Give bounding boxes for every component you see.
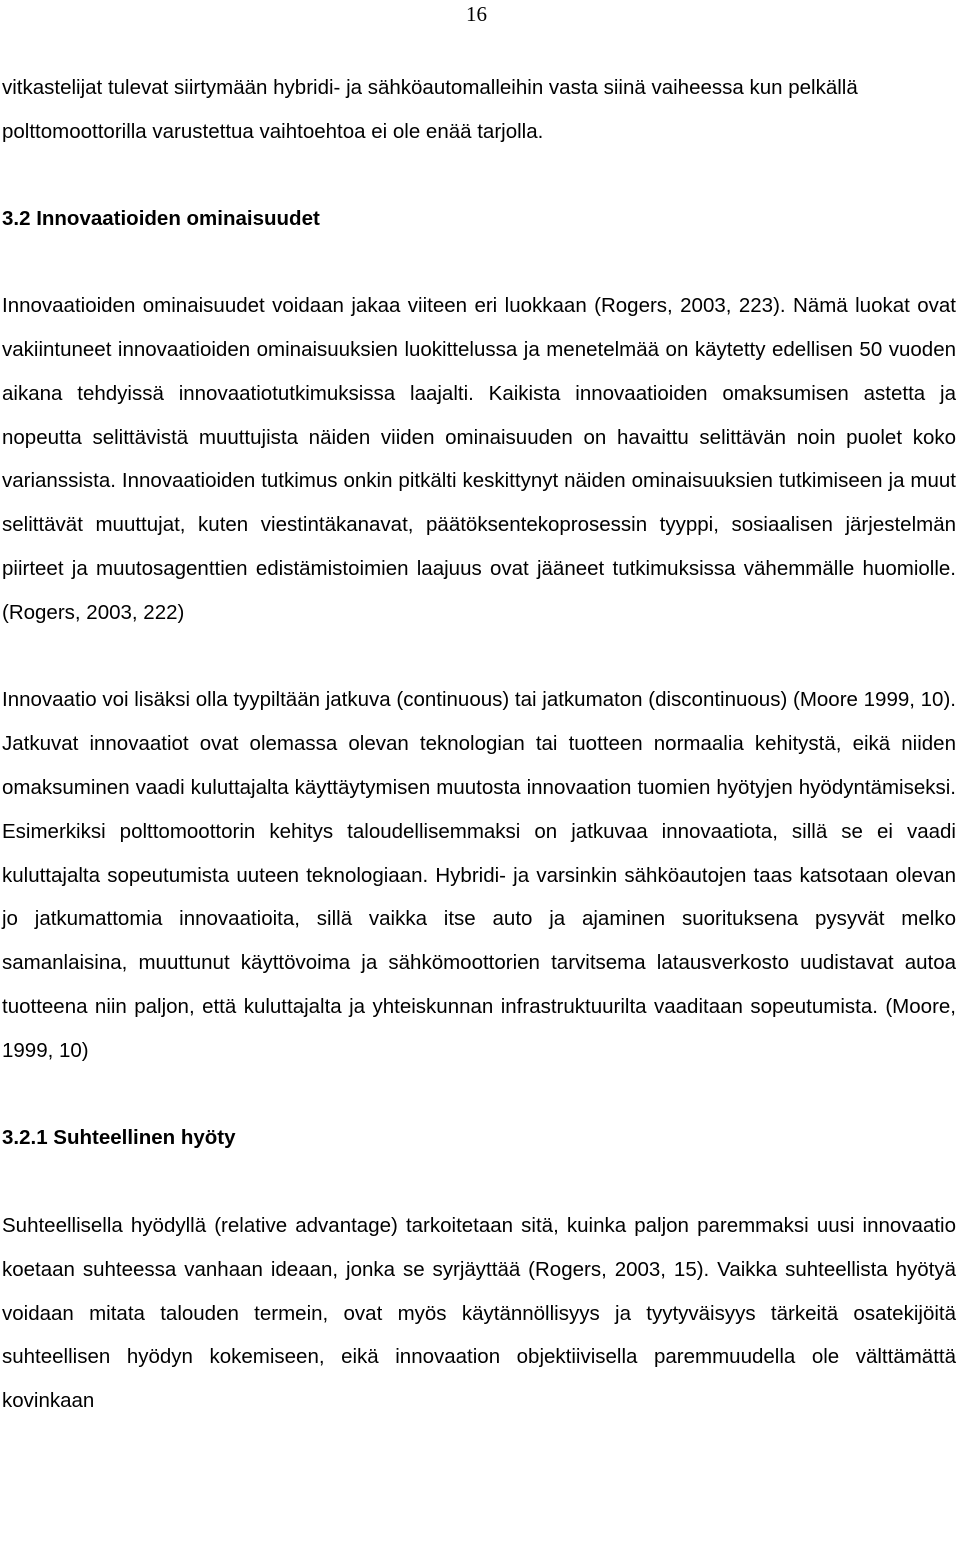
document-body — [2, 66, 956, 1423]
paragraph-continuous-innovation: Innovaatio voi lisäksi olla tyypiltään jatkuva (continuous) tai jatkumaton (discontinuous) (Moore 1999, 10). Jatkuvat innovaatiot ovat olemassa olevan teknologian tai tuotteen normaalia kehitystä, eikä niiden omaksuminen vaadi kuluttajalta käyttäytymisen muutosta innovaation tuomien hyötyjen hyödyntämiseksi. Esimerkiksi polttomoottorin kehitys taloudellisemmaksi on jatkuvaa innovaatiota, sillä se ei vaadi kuluttajalta sopeutumista uuteen teknologiaan. Hybridi- ja varsinkin sähköautojen taas katsotaan olevan jo jatkumattomia innovaatioita, sillä vaikka itse auto ja ajaminen suorituksena pysyvät melko samanlaisina, muuttunut käyttövoima ja sähkömoottorien tarvitsema latausverkosto uudistavat autoa tuotteena niin paljon, että kuluttajalta ja yhteiskunnan infrastruktuurilta vaaditaan sopeutumista. (Moore, 1999, 10) — [2, 688, 956, 1062]
paragraph-innovation-characteristics: Innovaatioiden ominaisuudet voidaan jakaa viiteen eri luokkaan (Rogers, 2003, 223). Nämä luokat ovat vakiintuneet innovaatioiden ominaisuuksien luokittelussa ja menetelmää on käytetty edellisen 50 vuoden aikana tehdyissä innovaatiotutkimuksissa laajalti. Kaikista innovaatioiden omaksumisen astetta ja nopeutta selittävistä muuttujista näiden viiden ominaisuuden on havaittu selittävän noin puolet koko varianssista. Innovaatioiden tutkimus onkin pitkälti keskittynyt näiden ominaisuuksien tutkimiseen ja muut selittävät muuttujat, kuten viestintäkanavat, päätöksentekoprosessin tyyppi, sosiaalisen järjestelmän piirteet ja muutosagenttien edistämistoimien laajuus ovat jääneet tutkimuksissa vähemmälle huomiolle. (Rogers, 2003, 222) — [2, 294, 956, 624]
section-heading: 3.2 Innovaatioiden ominaisuudet — [2, 207, 320, 231]
intro-paragraph: vitkastelijat tulevat siirtymään hybridi- ja sähköautomalleihin vasta siinä vaiheessa kun pelkällä polttomoottorilla varustettua vaihtoehtoa ei ole enää tarjolla. — [2, 76, 858, 143]
page-number: 16 — [466, 2, 487, 26]
paragraph-relative-advantage: Suhteellisella hyödyllä (relative advantage) tarkoitetaan sitä, kuinka paljon paremmaksi uusi innovaatio koetaan suhteessa vanhaan ideaan, jonka se syrjäyttää (Rogers, 2003, 15). Vaikka suhteellista hyötyä voidaan mitata talouden termein, ovat myös käytännöllisyys ja tyytyväisyys tärkeitä osatekijöitä suhteellisen hyödyn kokemiseen, eikä innovaation objektiivisella paremmuudella ole välttämättä kovinkaan — [2, 1213, 956, 1413]
subsection-heading: 3.2.1 Suhteellinen hyöty — [2, 1126, 236, 1150]
